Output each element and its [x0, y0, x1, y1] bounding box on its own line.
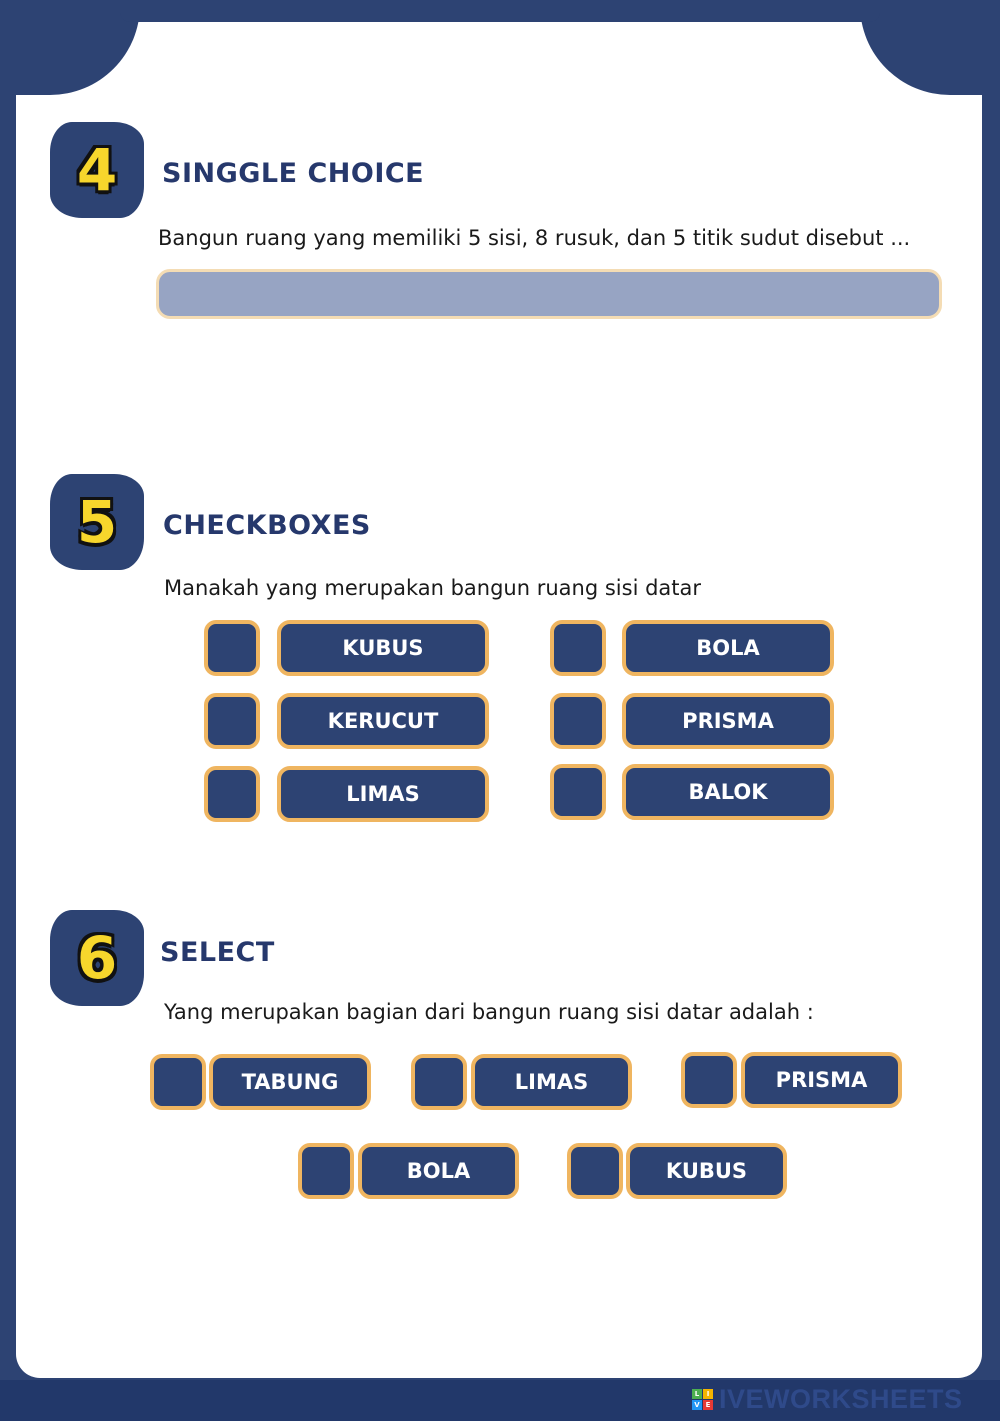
option-kerucut[interactable]: KERUCUT [277, 693, 489, 749]
select-box-kubus[interactable] [567, 1143, 623, 1199]
liveworksheets-brand[interactable] [692, 1384, 963, 1414]
liveworksheets-logo-icon [692, 1389, 713, 1410]
answer-input-bar[interactable] [156, 269, 942, 319]
option-tabung[interactable]: TABUNG [209, 1054, 371, 1110]
question-number: 5 [76, 488, 118, 556]
select-box-tabung[interactable] [150, 1054, 206, 1110]
option-balok[interactable]: BALOK [622, 764, 834, 820]
logo-letter: L [692, 1389, 702, 1399]
checkbox-limas[interactable] [204, 766, 260, 822]
logo-letter: I [703, 1389, 713, 1399]
question-number-badge-4 [50, 122, 144, 218]
logo-letter: E [703, 1400, 713, 1410]
section-title-single-choice: SINGGLE CHOICE [162, 158, 425, 189]
section-title-checkboxes: CHECKBOXES [163, 510, 371, 541]
section-title-select: SELECT [160, 937, 275, 968]
question-number-badge-6 [50, 910, 144, 1006]
question-number-badge-5 [50, 474, 144, 570]
option-bola[interactable]: BOLA [622, 620, 834, 676]
checkbox-kerucut[interactable] [204, 693, 260, 749]
select-box-bola[interactable] [298, 1143, 354, 1199]
select-box-prisma[interactable] [681, 1052, 737, 1108]
option-prisma[interactable]: PRISMA [622, 693, 834, 749]
option-kubus[interactable]: KUBUS [277, 620, 489, 676]
brand-name: IVEWORKSHEETS [719, 1383, 963, 1414]
select-box-limas[interactable] [411, 1054, 467, 1110]
checkbox-bola[interactable] [550, 620, 606, 676]
logo-letter: V [692, 1400, 702, 1410]
question-number: 6 [76, 924, 118, 992]
checkbox-kubus[interactable] [204, 620, 260, 676]
option-limas-select[interactable]: LIMAS [471, 1054, 632, 1110]
option-prisma-select[interactable]: PRISMA [741, 1052, 902, 1108]
option-bola-select[interactable]: BOLA [358, 1143, 519, 1199]
checkbox-balok[interactable] [550, 764, 606, 820]
question-text-6: Yang merupakan bagian dari bangun ruang sisi datar adalah : [164, 1000, 814, 1024]
option-kubus-select[interactable]: KUBUS [626, 1143, 787, 1199]
question-text-5: Manakah yang merupakan bangun ruang sisi datar [164, 576, 702, 600]
top-strip-decoration [120, 0, 880, 22]
option-limas[interactable]: LIMAS [277, 766, 489, 822]
question-number: 4 [76, 136, 118, 204]
checkbox-prisma[interactable] [550, 693, 606, 749]
question-text-4: Bangun ruang yang memiliki 5 sisi, 8 rusuk, dan 5 titik sudut disebut ... [158, 226, 911, 250]
